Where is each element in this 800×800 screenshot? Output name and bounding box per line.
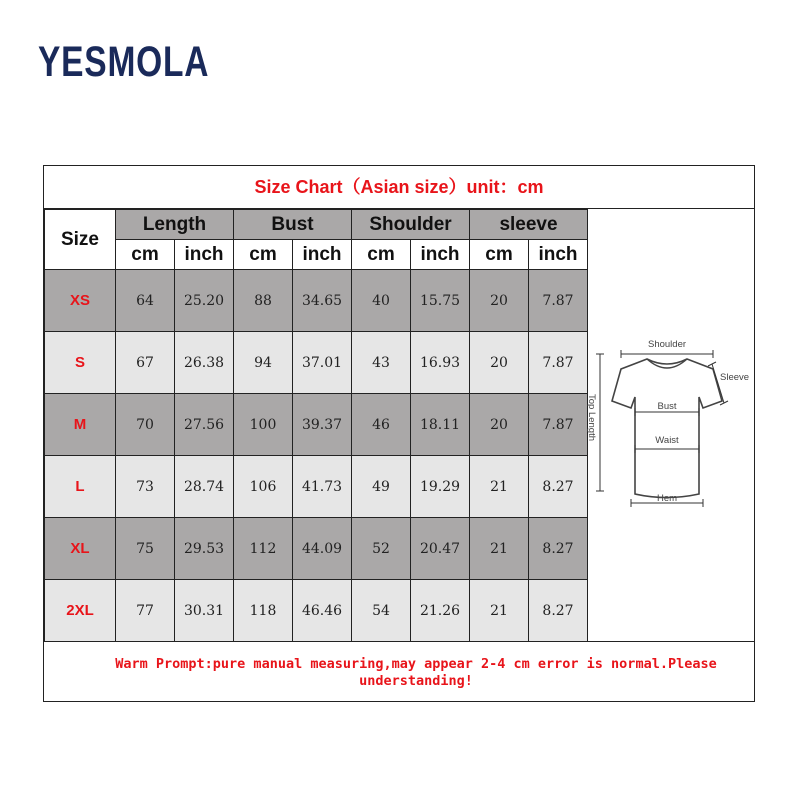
measurement-cell: 75 <box>116 518 175 580</box>
measurement-cell: 29.53 <box>175 518 234 580</box>
header-group-row <box>45 210 588 240</box>
measurement-cell: 70 <box>116 394 175 456</box>
length-header: Length <box>116 210 234 240</box>
measurement-cell: 7.87 <box>529 394 588 456</box>
unit-header: cm <box>234 240 293 270</box>
tshirt-outline <box>612 359 722 498</box>
measurement-cell: 112 <box>234 518 293 580</box>
size-cell: XL <box>45 518 116 580</box>
unit-header: inch <box>175 240 234 270</box>
tshirt-diagram <box>585 209 754 641</box>
measurement-cell: 39.37 <box>293 394 352 456</box>
size-cell: S <box>45 332 116 394</box>
size-table <box>44 209 588 642</box>
measurement-cell: 46 <box>352 394 411 456</box>
size-chart <box>43 165 755 702</box>
size-cell: L <box>45 456 116 518</box>
brand-logo: YESMOLA <box>38 38 210 86</box>
measurement-cell: 8.27 <box>529 580 588 642</box>
measurement-cell: 21 <box>470 518 529 580</box>
measurement-cell: 100 <box>234 394 293 456</box>
bust-header: Bust <box>234 210 352 240</box>
measurement-cell: 21.26 <box>411 580 470 642</box>
measurement-cell: 8.27 <box>529 456 588 518</box>
measurement-cell: 19.29 <box>411 456 470 518</box>
measurement-cell: 18.11 <box>411 394 470 456</box>
garment-diagram <box>585 209 754 641</box>
measurement-cell: 28.74 <box>175 456 234 518</box>
measurement-cell: 7.87 <box>529 332 588 394</box>
measurement-cell: 25.20 <box>175 270 234 332</box>
measurement-cell: 20 <box>470 394 529 456</box>
unit-header: inch <box>411 240 470 270</box>
size-cell: 2XL <box>45 580 116 642</box>
measurement-cell: 30.31 <box>175 580 234 642</box>
shoulder-label: Shoulder <box>647 339 687 350</box>
measurement-cell: 46.46 <box>293 580 352 642</box>
measurement-cell: 21 <box>470 580 529 642</box>
top-length-label: Top Length <box>586 394 597 442</box>
measurement-cell: 8.27 <box>529 518 588 580</box>
sleeve-header: sleeve <box>470 210 588 240</box>
measurement-cell: 106 <box>234 456 293 518</box>
measurement-cell: 77 <box>116 580 175 642</box>
measurement-cell: 64 <box>116 270 175 332</box>
size-header: Size <box>45 210 116 270</box>
measurement-cell: 40 <box>352 270 411 332</box>
measurement-cell: 15.75 <box>411 270 470 332</box>
measurement-cell: 21 <box>470 456 529 518</box>
measurement-cell: 52 <box>352 518 411 580</box>
table-row <box>45 332 588 394</box>
unit-header: cm <box>116 240 175 270</box>
table-row <box>45 580 588 642</box>
measurement-cell: 67 <box>116 332 175 394</box>
measurement-cell: 20 <box>470 270 529 332</box>
measurement-cell: 118 <box>234 580 293 642</box>
warm-prompt-note <box>44 641 754 702</box>
measurement-cell: 88 <box>234 270 293 332</box>
table-row <box>45 270 588 332</box>
header-unit-row <box>45 240 588 270</box>
unit-header: cm <box>352 240 411 270</box>
unit-header: inch <box>529 240 588 270</box>
unit-header: cm <box>470 240 529 270</box>
measurement-cell: 41.73 <box>293 456 352 518</box>
measurement-cell: 44.09 <box>293 518 352 580</box>
measurement-cell: 20.47 <box>411 518 470 580</box>
table-row <box>45 518 588 580</box>
table-row <box>45 456 588 518</box>
measurement-cell: 73 <box>116 456 175 518</box>
size-cell: M <box>45 394 116 456</box>
sleeve-label: Sleeve <box>720 372 750 383</box>
measurement-cell: 54 <box>352 580 411 642</box>
measurement-cell: 7.87 <box>529 270 588 332</box>
note-line-1: Warm Prompt:pure manual measuring,may appear 2-4 cm error is normal.Please <box>115 656 717 672</box>
measurement-cell: 43 <box>352 332 411 394</box>
waist-label: Waist <box>655 435 679 446</box>
measurement-cell: 49 <box>352 456 411 518</box>
size-cell: XS <box>45 270 116 332</box>
hem-label: Hem <box>656 493 678 504</box>
measurement-cell: 94 <box>234 332 293 394</box>
table-row <box>45 394 588 456</box>
measurement-cell: 37.01 <box>293 332 352 394</box>
unit-header: inch <box>293 240 352 270</box>
measurement-cell: 26.38 <box>175 332 234 394</box>
chart-title: Size Chart（Asian size）unit：cm <box>44 166 754 209</box>
bust-label: Bust <box>657 401 677 412</box>
measurement-cell: 16.93 <box>411 332 470 394</box>
note-line-2: understanding! <box>359 673 473 689</box>
measurement-cell: 34.65 <box>293 270 352 332</box>
measurement-cell: 27.56 <box>175 394 234 456</box>
shoulder-header: Shoulder <box>352 210 470 240</box>
measurement-cell: 20 <box>470 332 529 394</box>
